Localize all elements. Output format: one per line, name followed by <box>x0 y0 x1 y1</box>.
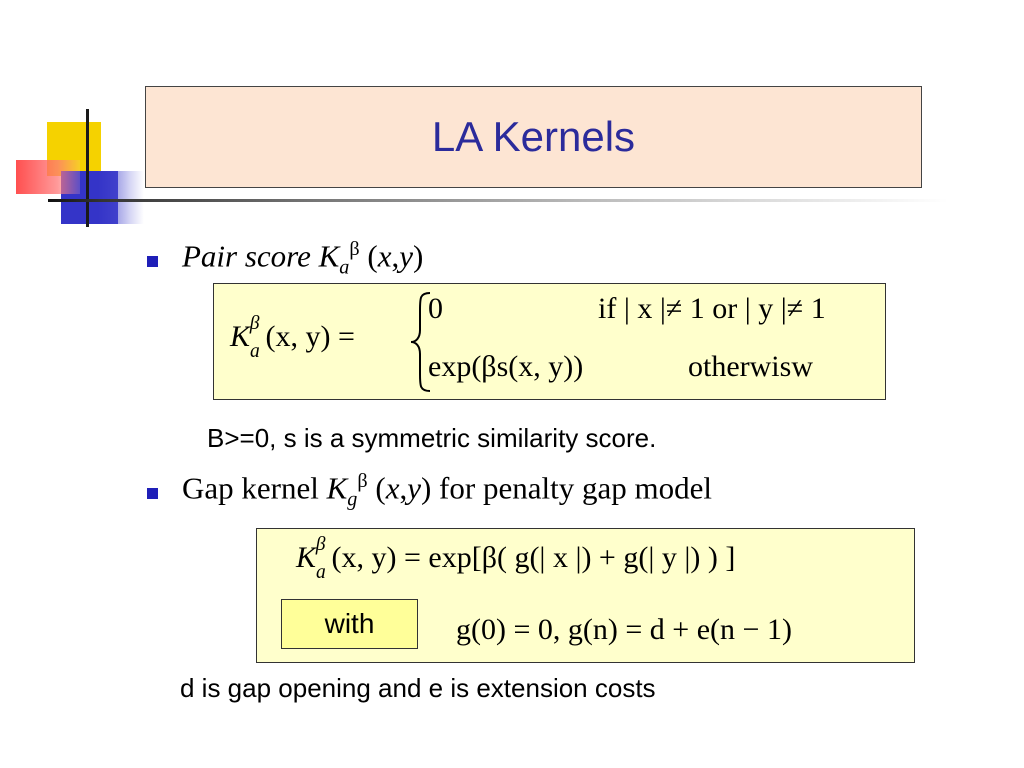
formula2-sup: β <box>315 534 326 555</box>
formula2-main <box>296 534 736 583</box>
formula2-rhs: (x, y) = exp[β( g(| x |) + g(| y |) ) ] <box>331 541 736 574</box>
paren-open: ( <box>359 238 378 274</box>
note-gap-costs: d is gap opening and e is extension costs <box>180 673 656 703</box>
formula1-case2-value: exp(βs(x, y)) <box>428 350 584 383</box>
gap-kernel-label: Gap kernel <box>182 470 327 506</box>
formula1-case1-cond: if | x |≠ 1 or | y |≠ 1 <box>598 292 826 325</box>
formula1-sup: β <box>249 313 260 334</box>
slide-title: LA Kernels <box>431 113 636 160</box>
logo-red-bar <box>16 160 80 194</box>
k-symbol: K <box>326 470 348 506</box>
var-y: y <box>399 238 413 274</box>
note-similarity: B>=0, s is a symmetric similarity score. <box>207 423 657 453</box>
gap-model-suffix: ) for penalty gap model <box>420 470 712 506</box>
k-subscript: a <box>339 256 350 279</box>
formula1-lhs <box>230 313 355 362</box>
logo-blue-fade <box>98 171 144 224</box>
k-symbol: K <box>318 238 340 274</box>
formula2-sub: a <box>316 562 326 583</box>
k-superscript: β <box>349 238 360 260</box>
formula1-lhs-rest: (x, y) = <box>265 320 355 353</box>
formula1-case2-cond: otherwisw <box>688 350 813 383</box>
bullet-marker <box>147 488 158 499</box>
var-x: x <box>385 470 400 506</box>
formula2-definition: g(0) = 0, g(n) = d + e(n − 1) <box>456 613 792 646</box>
paren-close: ) <box>412 238 424 274</box>
bullet-pair-score <box>182 238 423 280</box>
formula1-case1-value: 0 <box>428 292 443 325</box>
comma: , <box>391 238 400 274</box>
var-x: x <box>377 238 392 274</box>
paren-open: ( <box>367 470 386 506</box>
formula1-k: K <box>230 320 251 353</box>
k-subscript: g <box>347 488 358 511</box>
pair-score-label: Pair score <box>182 238 319 274</box>
title-underline <box>48 199 948 202</box>
logo-vertical-line <box>86 109 89 227</box>
formula1-sub: a <box>250 341 260 362</box>
with-label-box: with <box>281 599 418 649</box>
var-y: y <box>407 470 421 506</box>
k-superscript: β <box>357 470 368 492</box>
comma: , <box>399 470 408 506</box>
bullet-marker <box>147 256 158 267</box>
formula2-k: K <box>296 541 317 574</box>
bullet-gap-kernel <box>182 470 712 512</box>
